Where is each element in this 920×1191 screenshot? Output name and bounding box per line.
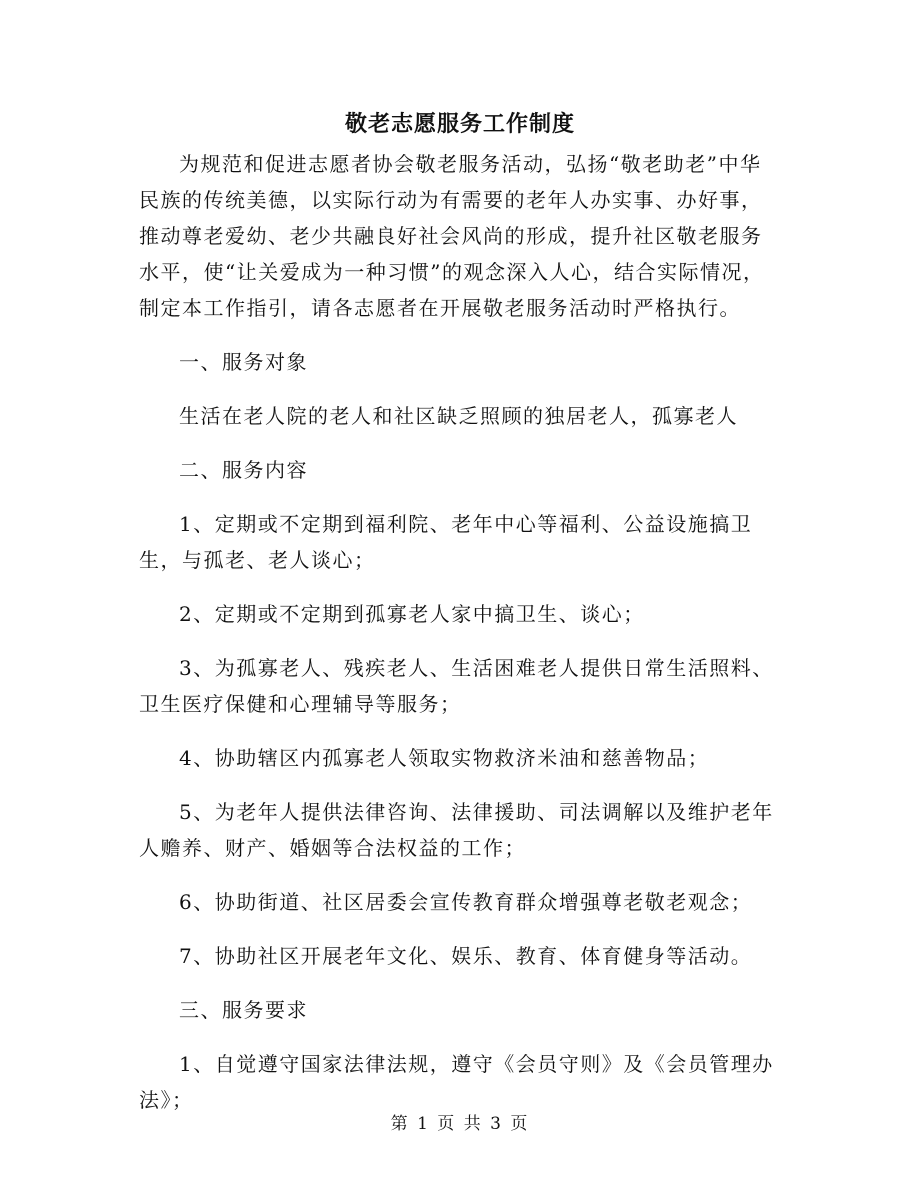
service-content-item-7: 7、协助社区开展老年文化、娱乐、教育、体育健身等活动。 (179, 944, 753, 968)
service-target-text: 生活在老人院的老人和社区缺乏照顾的独居老人，孤寡老人 (179, 404, 738, 428)
section-heading-service-target: 一、服务对象 (179, 350, 308, 374)
service-content-item-3: 3、为孤寡老人、残疾老人、生活困难老人提供日常生活照料、卫生医疗保健和心理辅导等服务； (139, 656, 774, 716)
service-content-item-2: 2、定期或不定期到孤寡老人家中搞卫生、谈心； (179, 602, 645, 626)
intro-paragraph: 为规范和促进志愿者协会敬老服务活动，弘扬“敬老助老”中华民族的传统美德，以实际行动为有需要的老年人办实事、办好事，推动尊老爱幼、老少共融良好社会风尚的形成，提升社区敬老服务水平，使“让关爱成为一种习惯”的观念深入人心，结合实际情况，制定本工作指引，请各志愿者在开展敬老服务活动时严格执行。 (139, 152, 765, 320)
service-content-item-4: 4、协助辖区内孤寡老人领取实物救济米油和慈善物品； (179, 746, 710, 770)
service-requirement-item-1: 1、自觉遵守国家法律法规，遵守《会员守则》及《会员管理办法》； (139, 1052, 774, 1112)
document-body (139, 146, 781, 1118)
section-heading-service-content: 二、服务内容 (179, 458, 308, 482)
document-title: 敬老志愿服务工作制度 (344, 111, 575, 137)
section-heading-service-requirements: 三、服务要求 (179, 998, 308, 1022)
service-content-item-1: 1、定期或不定期到福利院、老年中心等福利、公益设施搞卫生，与孤老、老人谈心； (139, 512, 753, 572)
page-footer: 第 1 页 共 3 页 (390, 1114, 530, 1134)
service-content-item-6: 6、协助街道、社区居委会宣传教育群众增强尊老敬老观念； (179, 890, 753, 914)
service-content-item-5: 5、为老年人提供法律咨询、法律援助、司法调解以及维护老年人赡养、财产、婚姻等合法权益的工作； (139, 800, 774, 860)
